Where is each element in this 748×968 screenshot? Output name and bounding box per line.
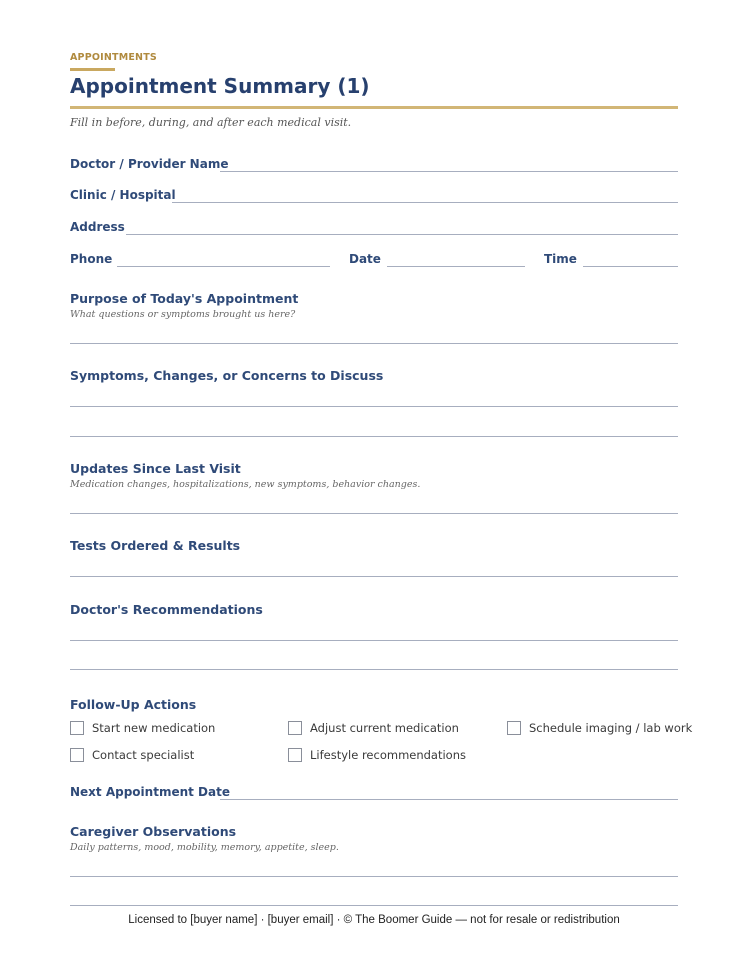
checkbox-box[interactable] — [288, 721, 302, 735]
recommendations-write-line[interactable] — [70, 669, 678, 670]
checkbox-box[interactable] — [70, 721, 84, 735]
tests-heading: Tests Ordered & Results — [70, 538, 241, 553]
purpose-write-line[interactable] — [70, 343, 678, 344]
checkbox-label: Start new medication — [92, 721, 216, 735]
checkbox-box[interactable] — [507, 721, 521, 735]
date-field[interactable] — [387, 266, 525, 267]
observations-hint: Daily patterns, mood, mobility, memory, appetite, sleep. — [70, 842, 339, 853]
page-subtitle: Fill in before, during, and after each medical visit. — [70, 116, 352, 129]
purpose-heading: Purpose of Today's Appointment — [70, 291, 299, 306]
updates-hint: Medication changes, hospitalizations, new symptoms, behavior changes. — [70, 479, 421, 490]
time-field[interactable] — [583, 266, 678, 267]
title-divider — [70, 106, 678, 109]
purpose-hint: What questions or symptoms brought us here? — [70, 309, 296, 320]
checkbox-label: Contact specialist — [92, 748, 195, 762]
symptoms-write-line[interactable] — [70, 406, 678, 407]
doctor-name-label: Doctor / Provider Name — [70, 157, 229, 171]
checkbox-label: Adjust current medication — [310, 721, 459, 735]
clinic-label: Clinic / Hospital — [70, 188, 176, 202]
section-eyebrow: APPOINTMENTS — [70, 52, 157, 63]
checkbox-adjust-current-medication[interactable] — [288, 721, 459, 735]
license-footer: Licensed to [buyer name] · [buyer email] · © The Boomer Guide — not for resale or redistribution — [128, 914, 620, 926]
clinic-field[interactable] — [172, 202, 678, 203]
doctor-name-field[interactable] — [220, 171, 678, 172]
updates-write-line[interactable] — [70, 513, 678, 514]
symptoms-heading: Symptoms, Changes, or Concerns to Discuss — [70, 368, 384, 383]
tests-write-line[interactable] — [70, 576, 678, 577]
address-field[interactable] — [126, 234, 678, 235]
checkbox-box[interactable] — [70, 748, 84, 762]
checkbox-label: Schedule imaging / lab work — [529, 721, 693, 735]
phone-label: Phone — [70, 252, 113, 266]
checkbox-start-new-medication[interactable] — [70, 721, 215, 735]
phone-field[interactable] — [117, 266, 330, 267]
followup-heading: Follow-Up Actions — [70, 697, 197, 712]
checkbox-box[interactable] — [288, 748, 302, 762]
date-label: Date — [349, 252, 381, 266]
page-title: Appointment Summary (1) — [70, 74, 370, 98]
next-appointment-label: Next Appointment Date — [70, 785, 230, 799]
checkbox-contact-specialist[interactable] — [70, 748, 194, 762]
recommendations-heading: Doctor's Recommendations — [70, 602, 263, 617]
recommendations-write-line[interactable] — [70, 640, 678, 641]
observations-write-line[interactable] — [70, 905, 678, 906]
next-appointment-field[interactable] — [220, 799, 678, 800]
time-label: Time — [544, 252, 577, 266]
checkbox-label: Lifestyle recommendations — [310, 748, 467, 762]
address-label: Address — [70, 220, 125, 234]
updates-heading: Updates Since Last Visit — [70, 461, 241, 476]
eyebrow-divider — [70, 68, 115, 71]
observations-heading: Caregiver Observations — [70, 824, 237, 839]
symptoms-write-line[interactable] — [70, 436, 678, 437]
checkbox-schedule-imaging[interactable] — [507, 721, 692, 735]
checkbox-lifestyle-recommendations[interactable] — [288, 748, 466, 762]
observations-write-line[interactable] — [70, 876, 678, 877]
